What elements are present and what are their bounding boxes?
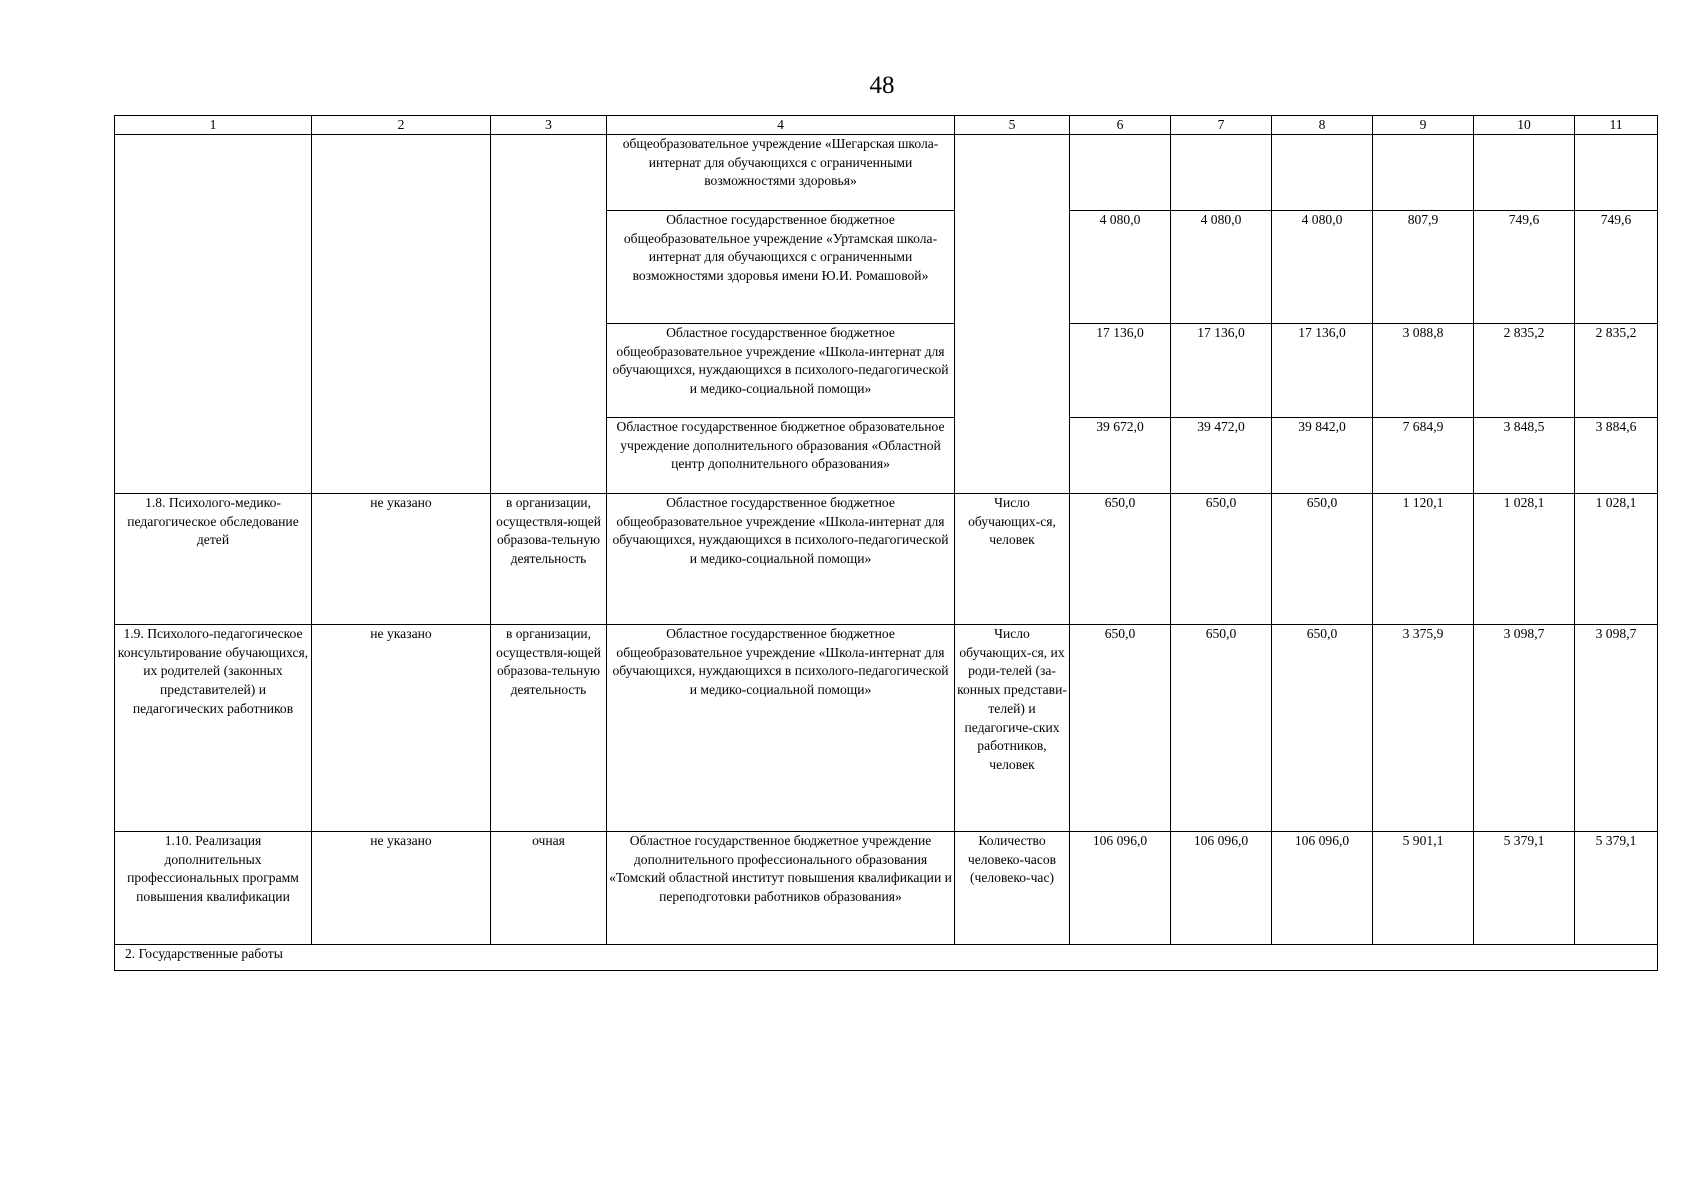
cell-value: 4 080,0 (1070, 211, 1171, 324)
cell-value: 106 096,0 (1272, 832, 1373, 945)
cell-indicator: Количество человеко-часов (человеко-час) (955, 832, 1070, 945)
column-header-10: 10 (1474, 116, 1575, 135)
cell-value: 5 379,1 (1575, 832, 1658, 945)
page-number: 48 (869, 72, 895, 99)
cell-value: 3 088,8 (1373, 324, 1474, 418)
cell-value: 3 098,7 (1575, 625, 1658, 832)
cell-indicator: Число обучающих-ся, их роди-телей (за-конных представи-телей) и педагогиче-ских работников, человек (955, 625, 1070, 832)
cell-institution: Областное государственное бюджетное образовательное учреждение дополнительного образования «Областной центр дополнительного образования» (607, 418, 955, 494)
cell-form (491, 135, 607, 494)
column-header-5: 5 (955, 116, 1070, 135)
cell-institution: Областное государственное бюджетное общеобразовательное учреждение «Школа-интернат для обучающихся, нуждающихся в психолого-педагогической и медико-социальной помощи» (607, 324, 955, 418)
cell-form: в организации, осуществля-ющей образова-тельную деятельность (491, 625, 607, 832)
cell-value: 749,6 (1575, 211, 1658, 324)
cell-institution: Областное государственное бюджетное общеобразовательное учреждение «Уртамская школа-интернат для обучающихся с ограниченными возможностями здоровья имени Ю.И. Ромашовой» (607, 211, 955, 324)
cell-value (1070, 135, 1171, 211)
cell-value: 1 028,1 (1575, 494, 1658, 625)
cell-value: 3 375,9 (1373, 625, 1474, 832)
cell-value: 7 684,9 (1373, 418, 1474, 494)
cell-spec: не указано (312, 625, 491, 832)
cell-value: 39 672,0 (1070, 418, 1171, 494)
column-header-9: 9 (1373, 116, 1474, 135)
cell-value: 3 848,5 (1474, 418, 1575, 494)
cell-value (1373, 135, 1474, 211)
cell-service (115, 135, 312, 494)
cell-value: 650,0 (1272, 625, 1373, 832)
cell-value: 5 901,1 (1373, 832, 1474, 945)
cell-spec: не указано (312, 494, 491, 625)
cell-value: 39 472,0 (1171, 418, 1272, 494)
cell-institution: Областное государственное бюджетное учреждение дополнительного профессионального образования «Томский областной институт повышения квалификации и переподготовки работников образования» (607, 832, 955, 945)
column-header-11: 11 (1575, 116, 1658, 135)
cell-value: 650,0 (1070, 625, 1171, 832)
cell-value: 5 379,1 (1474, 832, 1575, 945)
cell-spec: не указано (312, 832, 491, 945)
column-header-7: 7 (1171, 116, 1272, 135)
cell-value: 4 080,0 (1272, 211, 1373, 324)
cell-value: 17 136,0 (1070, 324, 1171, 418)
cell-value: 807,9 (1373, 211, 1474, 324)
cell-value: 2 835,2 (1575, 324, 1658, 418)
cell-value (1272, 135, 1373, 211)
cell-value: 3 098,7 (1474, 625, 1575, 832)
table-row (115, 135, 1658, 211)
cell-value: 1 028,1 (1474, 494, 1575, 625)
cell-value: 650,0 (1272, 494, 1373, 625)
column-header-2: 2 (312, 116, 491, 135)
cell-value: 650,0 (1070, 494, 1171, 625)
cell-value: 650,0 (1171, 494, 1272, 625)
cell-indicator (955, 135, 1070, 494)
header-row (115, 116, 1658, 135)
cell-value (1474, 135, 1575, 211)
cell-institution: Областное государственное бюджетное общеобразовательное учреждение «Школа-интернат для обучающихся, нуждающихся в психолого-педагогической и медико-социальной помощи» (607, 494, 955, 625)
cell-form: очная (491, 832, 607, 945)
cell-institution: общеобразовательное учреждение «Шегарская школа-интернат для обучающихся с ограниченными возможностями здоровья» (607, 135, 955, 211)
section-row (115, 945, 1658, 971)
cell-service: 1.8. Психолого-медико-педагогическое обследование детей (115, 494, 312, 625)
column-header-1: 1 (115, 116, 312, 135)
cell-form: в организации, осуществля-ющей образова-тельную деятельность (491, 494, 607, 625)
table-row (115, 494, 1658, 625)
cell-value: 39 842,0 (1272, 418, 1373, 494)
table-row (115, 625, 1658, 832)
table-row (115, 832, 1658, 945)
cell-value: 106 096,0 (1171, 832, 1272, 945)
cell-service: 1.9. Психолого-педагогическое консультирование обучающихся, их родителей (законных представителей) и педагогических работников (115, 625, 312, 832)
column-header-4: 4 (607, 116, 955, 135)
cell-service: 1.10. Реализация дополнительных профессиональных программ повышения квалификации (115, 832, 312, 945)
column-header-8: 8 (1272, 116, 1373, 135)
cell-institution: Областное государственное бюджетное общеобразовательное учреждение «Школа-интернат для обучающихся, нуждающихся в психолого-педагогической и медико-социальной помощи» (607, 625, 955, 832)
cell-value: 749,6 (1474, 211, 1575, 324)
cell-value: 4 080,0 (1171, 211, 1272, 324)
cell-value: 2 835,2 (1474, 324, 1575, 418)
column-header-6: 6 (1070, 116, 1171, 135)
section-title: 2. Государственные работы (115, 945, 1658, 971)
cell-value: 1 120,1 (1373, 494, 1474, 625)
cell-value: 650,0 (1171, 625, 1272, 832)
cell-value (1171, 135, 1272, 211)
cell-value (1575, 135, 1658, 211)
cell-value: 17 136,0 (1272, 324, 1373, 418)
cell-value: 3 884,6 (1575, 418, 1658, 494)
cell-value: 17 136,0 (1171, 324, 1272, 418)
cell-value: 106 096,0 (1070, 832, 1171, 945)
data-table (114, 115, 1658, 971)
cell-indicator: Число обучающих-ся, человек (955, 494, 1070, 625)
column-header-3: 3 (491, 116, 607, 135)
cell-spec (312, 135, 491, 494)
